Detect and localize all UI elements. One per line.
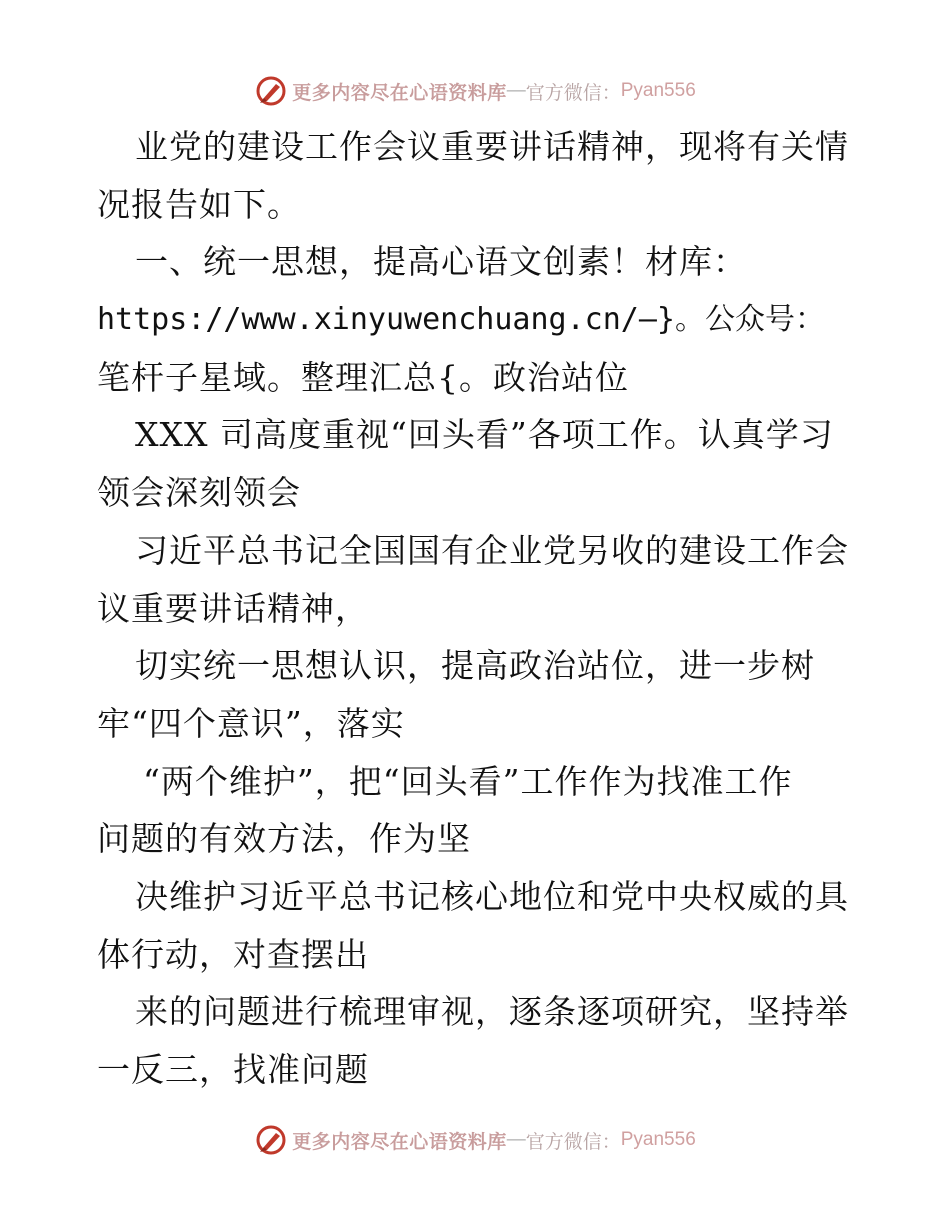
text-line: 体行动，对查摆出 [97, 934, 369, 974]
text-line: 一反三，找准问题 [97, 1050, 369, 1089]
document-body [97, 118, 857, 1099]
text-line: 问题的有效方法，作为坚 [97, 819, 471, 859]
text-line: 牢“四个意识”，落实 [97, 703, 405, 743]
text-line: 况报告如下。 [97, 184, 301, 224]
text-line: “两个维护”，把“回头看”工作作为找准工作 [143, 761, 793, 801]
text-line: 习近平总书记全国国有企业党另收的建设工作会 [135, 530, 849, 570]
text-line: 决维护习近平总书记核心地位和党中央权威的具 [135, 876, 849, 916]
text-line-url: https://www.xinyuwenchuang.cn/—}。公众号： [97, 302, 825, 338]
watermark-wechat-id: Pyan556 [620, 80, 696, 101]
header-watermark [0, 71, 950, 111]
footer-watermark [0, 1120, 950, 1160]
watermark-dash: — [506, 80, 526, 101]
text-line: 业党的建设工作会议重要讲话精神，现将有关情 [135, 127, 849, 166]
text-line: XXX 司高度重视“回头看”各项工作。认真学习 [135, 415, 834, 455]
watermark-text: 更多内容尽在心语资料库 [292, 1131, 507, 1153]
watermark-wechat-id: Pyan556 [620, 1129, 696, 1150]
text-line: 议重要讲话精神， [97, 588, 369, 628]
text-line: 一、统一思想，提高心语文创素！材库： [135, 242, 747, 282]
watermark-dash: — [506, 1129, 526, 1150]
text-line: 来的问题进行梳理审视，逐条逐项研究，坚持举 [135, 992, 849, 1032]
text-line: 切实统一思想认识，提高政治站位，进一步树 [135, 646, 815, 686]
pen-logo-icon [254, 1123, 288, 1157]
watermark-label: 官方微信： [525, 1131, 621, 1153]
watermark-label: 官方微信： [525, 82, 621, 104]
text-line: 笔杆子星域。整理汇总{。政治站位 [97, 357, 629, 397]
text-line: 领会深刻领会 [97, 473, 301, 513]
watermark-text: 更多内容尽在心语资料库 [292, 82, 507, 104]
pen-logo-icon [254, 74, 288, 108]
